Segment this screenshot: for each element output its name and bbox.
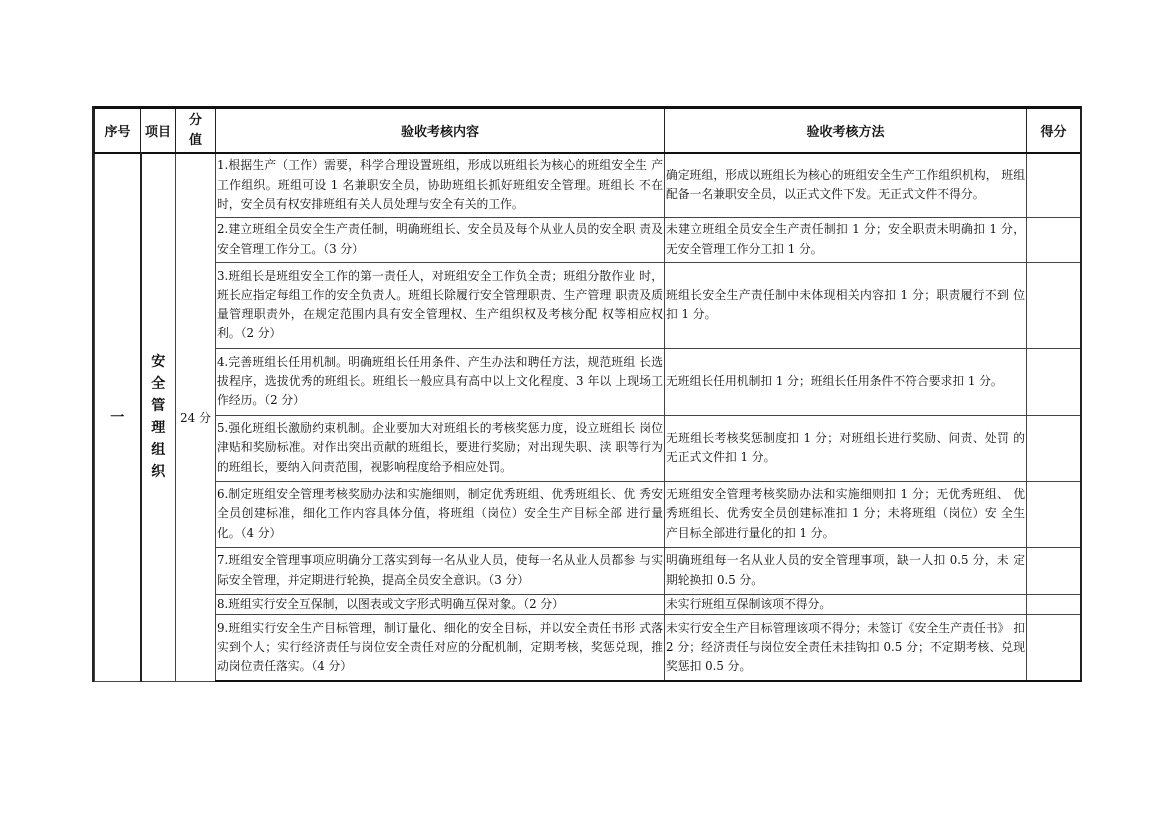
score-cell[interactable]: [1027, 348, 1081, 415]
score-cell[interactable]: [1027, 614, 1081, 681]
table-row: [95, 262, 1081, 348]
table-row: [95, 415, 1081, 481]
content-cell: 5.强化班组长激励约束机制。企业要加大对班组长的考核奖惩力度，设立班组长 岗位津贴和奖励标准。对作出突出贡献的班组长，要进行奖励；对出现失职、渎 职等行为的班组长，要纳入问责范围，视影响程度给予相应处罚。: [216, 415, 665, 481]
table-row: [95, 153, 1081, 217]
header-score: [176, 108, 216, 154]
method-cell: 确定班组，形成以班组长为核心的班组安全生产工作组织机构， 班组配备一名兼职安全员，以正式文件下发。无正式文件不得分。: [665, 153, 1027, 217]
method-cell: 无班组长考核奖惩制度扣 1 分；对班组长进行奖励、问责、处罚 的无正式文件扣 1 分。: [665, 415, 1027, 481]
content-cell: 9.班组实行安全生产目标管理，制订量化、细化的安全目标，并以安全责任书形 式落实到个人；实行经济责任与岗位安全责任对应的分配机制，定期考核，奖惩兑现，推动岗位责任落实。（4 分）: [216, 614, 665, 681]
header-content: 验收考核内容: [216, 108, 665, 154]
table-row: [95, 481, 1081, 547]
section-item-char: 全: [151, 376, 166, 393]
method-cell: 明确班组每一名从业人员的安全管理事项，缺一人扣 0.5 分，未 定期轮换扣 0.5 分。: [665, 547, 1027, 594]
section-item-char: 安: [151, 354, 166, 371]
score-cell[interactable]: [1027, 594, 1081, 614]
content-cell: 7.班组安全管理事项应明确分工落实到每一名从业人员，使每一名从业人员都参 与实际安全管理，并定期进行轮换，提高全员安全意识。（3 分）: [216, 547, 665, 594]
header-score-line2: 值: [188, 132, 202, 148]
method-cell: 未实行班组互保制该项不得分。: [665, 594, 1027, 614]
content-cell: 3.班组长是班组安全工作的第一责任人，对班组安全工作负全责；班组分散作业 时，班长应指定每组工作的安全负责人。班组长除履行安全管理职责、生产管理 职责及质量管理职责外，在规定范围内具有安全管理权、生产组织权及考核分配 权等相应权利。（2 分）: [216, 262, 665, 348]
header-seq: 序号: [95, 108, 141, 154]
method-cell: 班组长安全生产责任制中未体现相关内容扣 1 分；职责履行不到 位扣 1 分。: [665, 262, 1027, 348]
method-cell: 无班组长任用机制扣 1 分；班组长任用条件不符合要求扣 1 分。: [665, 348, 1027, 415]
method-cell: 未建立班组全员安全生产责任制扣 1 分；安全职责未明确扣 1 分， 无安全管理工作分工扣 1 分。: [665, 217, 1027, 262]
header-got: 得分: [1027, 108, 1081, 154]
table-row: [95, 614, 1081, 681]
content-cell: 2.建立班组全员安全生产责任制，明确班组长、安全员及每个从业人员的安全职 责及安全管理工作分工。（3 分）: [216, 217, 665, 262]
table-header-row: [95, 108, 1081, 154]
section-item-char: 织: [151, 464, 166, 481]
content-cell: 6.制定班组安全管理考核奖励办法和实施细则，制定优秀班组、优秀班组长、优 秀安全员创建标准，细化工作内容具体分值，将班组（岗位）安全生产目标全部 进行量化。（4 分）: [216, 481, 665, 547]
table-row: [95, 594, 1081, 614]
table-row: [95, 217, 1081, 262]
content-cell: 4.完善班组长任用机制。明确班组长任用条件、产生办法和聘任方法，规范班组 长选拔程序，选拔优秀的班组长。班组长一般应具有高中以上文化程度、3 年以 上现场工作经历。（2 分）: [216, 348, 665, 415]
acceptance-assessment-table: [92, 106, 1082, 682]
section-item-char: 理: [151, 420, 166, 437]
section-item: [141, 153, 176, 681]
score-cell[interactable]: [1027, 481, 1081, 547]
header-method: 验收考核方法: [665, 108, 1027, 154]
score-cell[interactable]: [1027, 153, 1081, 217]
score-cell[interactable]: [1027, 547, 1081, 594]
method-cell: 未实行安全生产目标管理该项不得分；未签订《安全生产责任书》 扣 2 分；经济责任与岗位安全责任未挂钩扣 0.5 分；不定期考核、兑现奖惩扣 0.5 分。: [665, 614, 1027, 681]
content-cell: 1.根据生产（工作）需要，科学合理设置班组，形成以班组长为核心的班组安全生 产工作组织。班组可设 1 名兼职安全员，协助班组长抓好班组安全管理。班组长 不在时，安全员有权安排班组有关人员处理与安全有关的工作。: [216, 153, 665, 217]
section-item-char: 管: [151, 398, 166, 415]
method-cell: 无班组安全管理考核奖励办法和实施细则扣 1 分；无优秀班组、 优秀班组长、优秀安全员创建标准扣 1 分；未将班组（岗位）安 全生产目标全部进行量化的扣 1 分。: [665, 481, 1027, 547]
header-item: 项目: [141, 108, 176, 154]
section-item-char: 组: [151, 442, 166, 459]
table-row: [95, 348, 1081, 415]
score-cell[interactable]: [1027, 415, 1081, 481]
section-score: 24 分: [176, 153, 216, 681]
score-cell[interactable]: [1027, 262, 1081, 348]
header-score-line1: 分: [188, 112, 202, 128]
section-seq: 一: [95, 153, 141, 681]
table-row: [95, 547, 1081, 594]
score-cell[interactable]: [1027, 217, 1081, 262]
content-cell: 8.班组实行安全互保制，以图表或文字形式明确互保对象。（2 分）: [216, 594, 665, 614]
